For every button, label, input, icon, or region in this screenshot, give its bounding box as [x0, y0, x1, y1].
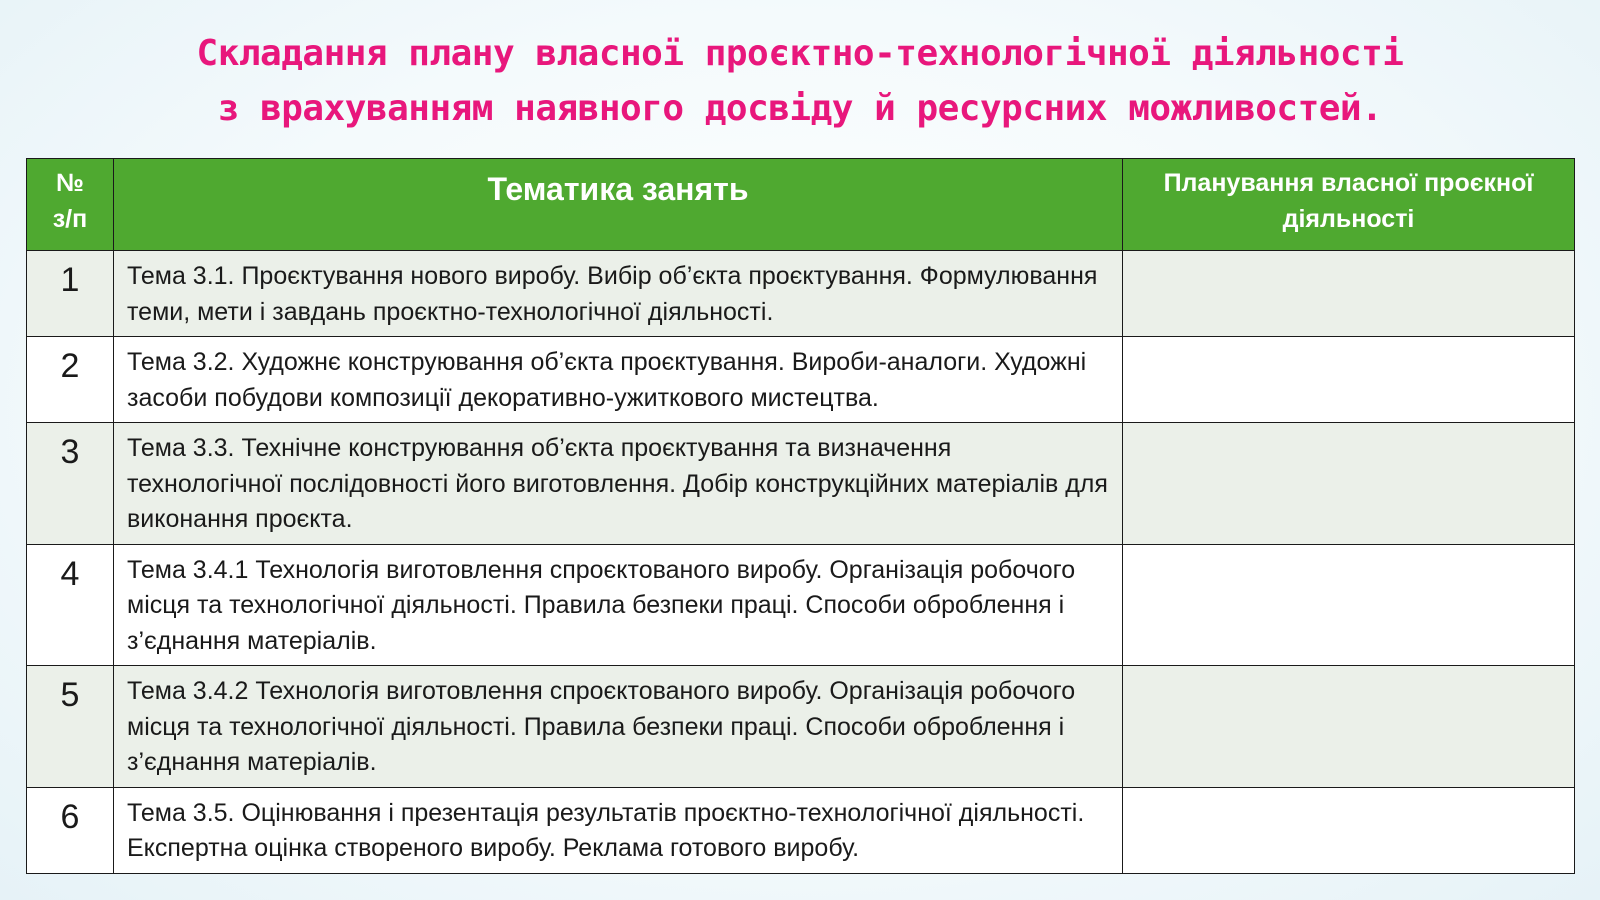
table-row — [27, 251, 1575, 337]
header-number-symbol: № — [56, 169, 84, 197]
table-row — [27, 666, 1575, 788]
row-topic: Тема 3.1. Проєктування нового виробу. Вибір об’єкта проєктування. Формулювання теми, мети і завдань проєктно-технологічної діяльності. — [114, 251, 1123, 337]
row-topic: Тема 3.4.1 Технологія виготовлення спроєктованого виробу. Організація робочого місця та технологічної діяльності. Правила безпеки праці. Способи оброблення і з’єднання матеріалів. — [114, 544, 1123, 666]
row-number: 4 — [27, 544, 114, 666]
plan-table-container — [26, 158, 1574, 874]
header-planning: Планування власної проєкної діяльності — [1123, 159, 1575, 251]
row-number: 6 — [27, 787, 114, 873]
row-number: 1 — [27, 251, 114, 337]
header-number-abbr: з/п — [52, 205, 88, 233]
row-planning-cell[interactable] — [1123, 423, 1575, 545]
plan-table — [26, 158, 1575, 874]
table-row — [27, 787, 1575, 873]
table-row — [27, 337, 1575, 423]
row-planning-cell[interactable] — [1123, 337, 1575, 423]
row-planning-cell[interactable] — [1123, 666, 1575, 788]
header-number — [27, 159, 114, 251]
row-topic: Тема 3.4.2 Технологія виготовлення спроєктованого виробу. Організація робочого місця та технологічної діяльності. Правила безпеки праці. Способи оброблення і з’єднання матеріалів. — [114, 666, 1123, 788]
title-line-2: з врахуванням наявного досвіду й ресурсних можливостей. — [217, 88, 1383, 129]
row-topic: Тема 3.2. Художнє конструювання об’єкта проєктування. Вироби-аналоги. Художні засоби побудови композиції декоративно-ужиткового мистецтва. — [114, 337, 1123, 423]
row-topic: Тема 3.5. Оцінювання і презентація результатів проєктно-технологічної діяльності. Експертна оцінка створеного виробу. Реклама готового виробу. — [114, 787, 1123, 873]
row-number: 2 — [27, 337, 114, 423]
table-row — [27, 423, 1575, 545]
row-number: 5 — [27, 666, 114, 788]
title-line-1: Складання плану власної проєктно-технологічної діяльності — [196, 33, 1404, 74]
row-planning-cell[interactable] — [1123, 544, 1575, 666]
table-row — [27, 544, 1575, 666]
row-planning-cell[interactable] — [1123, 251, 1575, 337]
row-topic: Тема 3.3. Технічне конструювання об’єкта проєктування та визначення технологічної послідовності його виготовлення. Добір конструкційних матеріалів для виконання проєкта. — [114, 423, 1123, 545]
header-topic: Тематика занять — [114, 159, 1123, 251]
row-planning-cell[interactable] — [1123, 787, 1575, 873]
page-title — [0, 26, 1600, 136]
table-header-row — [27, 159, 1575, 251]
row-number: 3 — [27, 423, 114, 545]
